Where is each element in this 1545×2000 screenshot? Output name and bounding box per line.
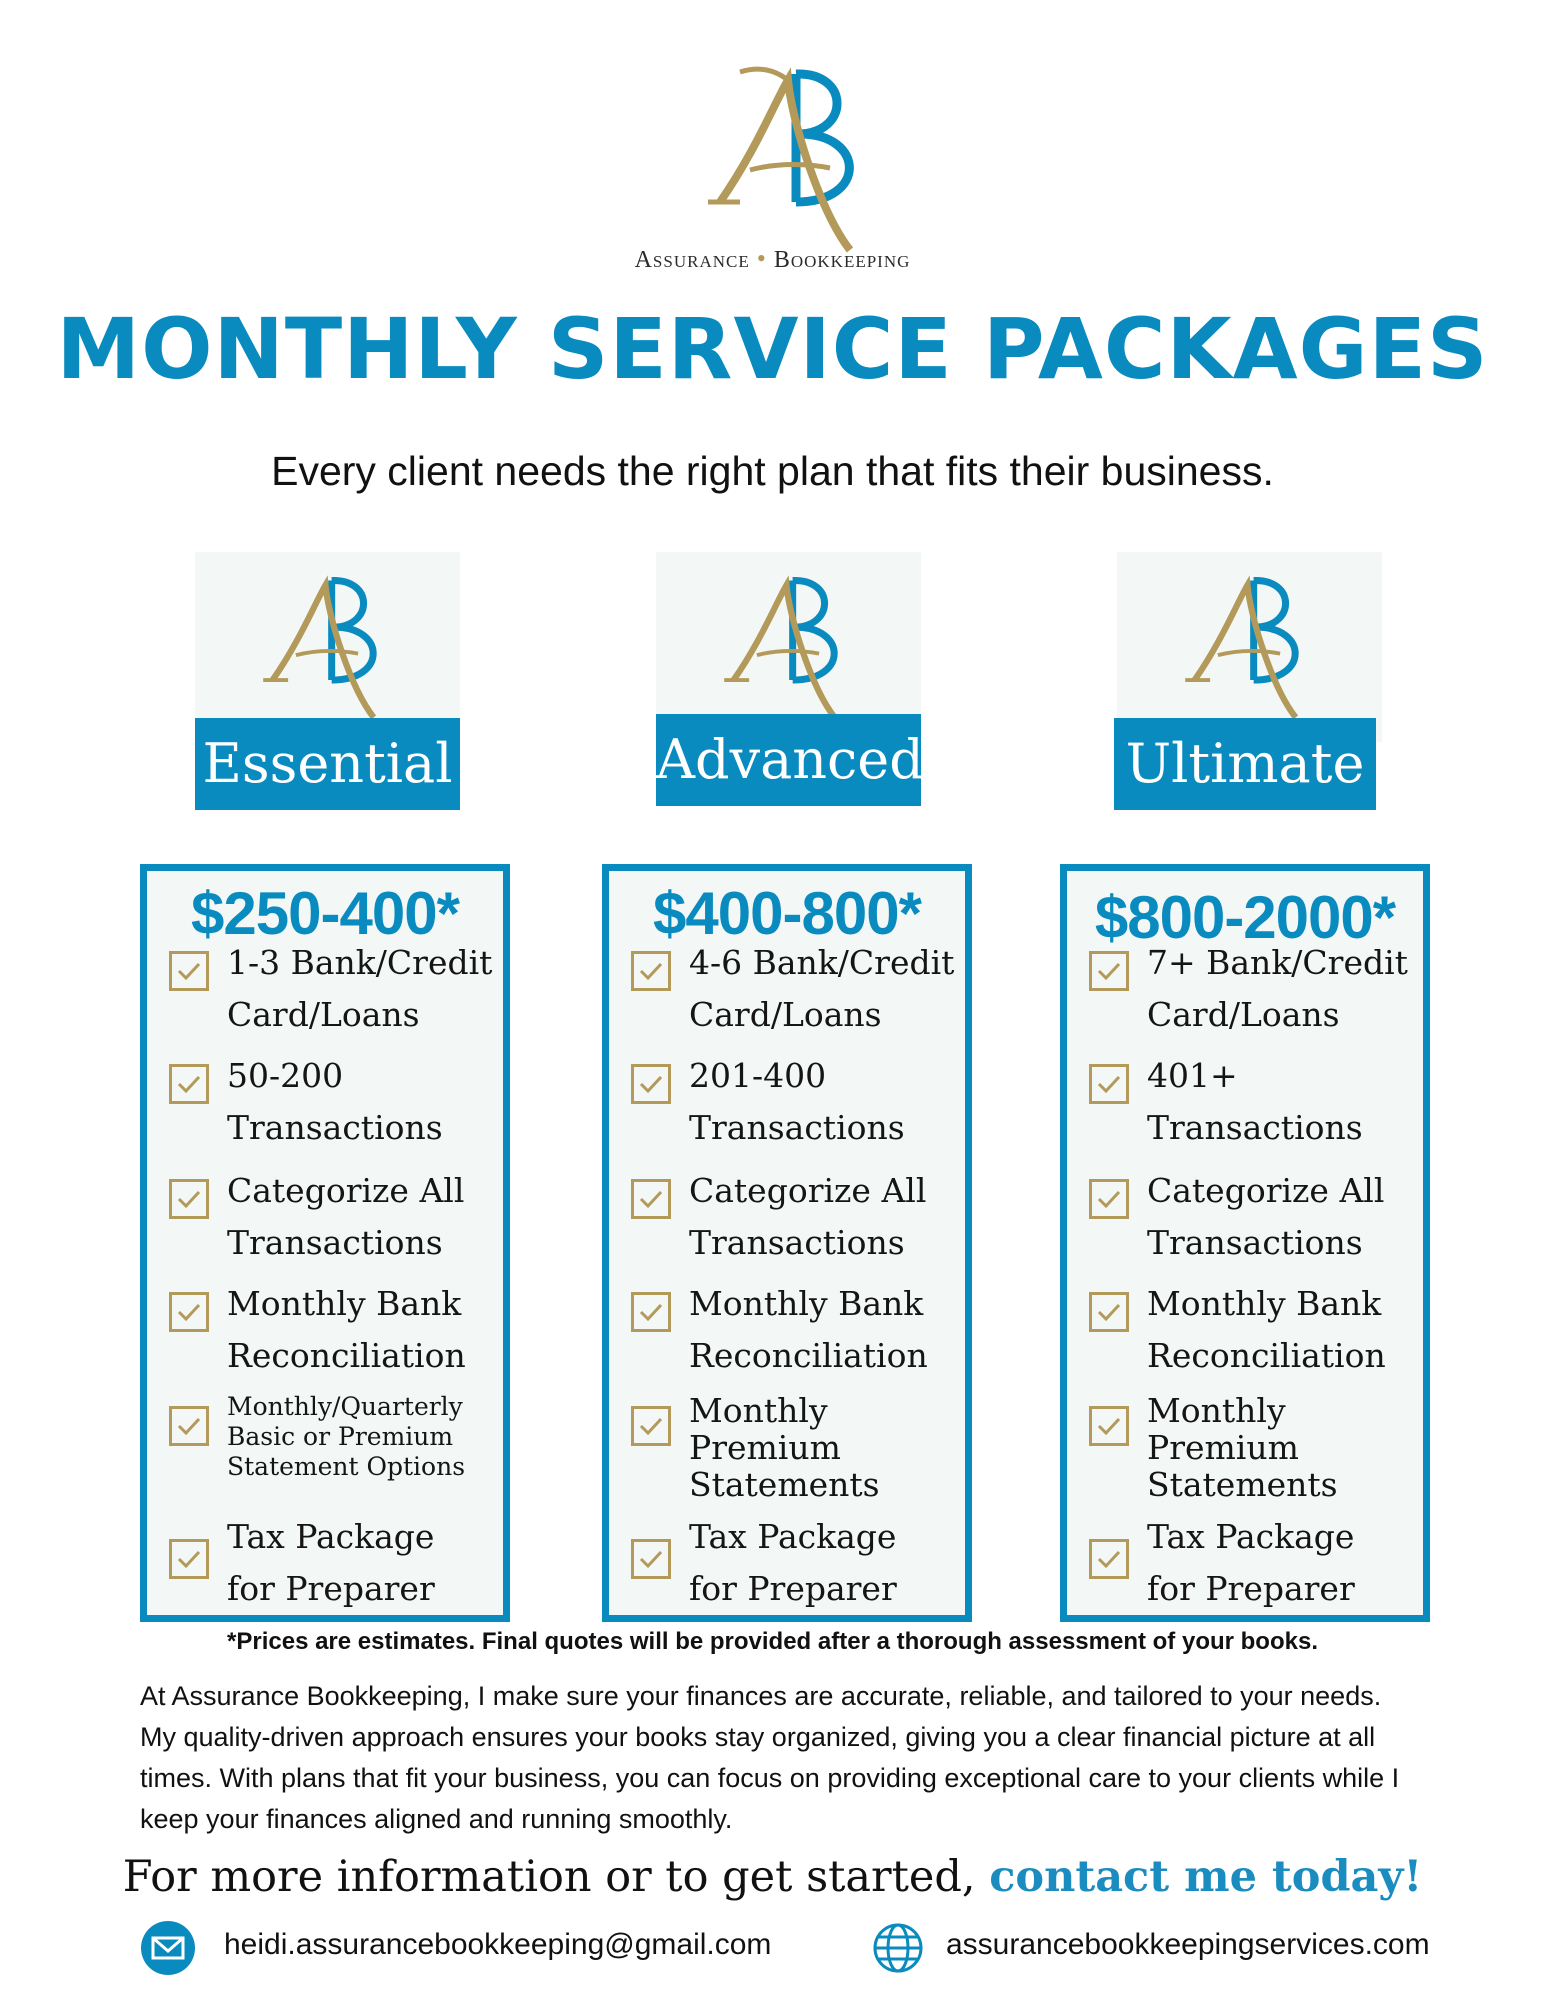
package-card-essential [140, 864, 510, 1622]
checkbox-check-icon [169, 1539, 209, 1579]
feature-line: Transactions [227, 1223, 443, 1262]
cta-highlight[interactable]: contact me today! [989, 1852, 1423, 1902]
feature-line: for Preparer [689, 1569, 897, 1608]
package-price: $250-400* [191, 880, 459, 947]
feature-line: Transactions [689, 1223, 905, 1262]
feature-text [227, 937, 512, 1041]
checkbox-check-icon [631, 1539, 671, 1579]
envelope-icon [140, 1920, 196, 1976]
feature-text [689, 937, 974, 1041]
package-name-essential: Essential [195, 718, 460, 810]
brand-left: Assurance [634, 247, 750, 273]
feature-line: Categorize All [227, 1171, 465, 1210]
feature-line: 50-200 [227, 1056, 344, 1095]
feature-line: Monthly/Quarterly [227, 1392, 463, 1421]
feature-text [1147, 1278, 1432, 1382]
feature-line: for Preparer [227, 1569, 435, 1608]
price-footnote: *Prices are estimates. Final quotes will be provided after a thorough assessment of your books. [227, 1628, 1318, 1655]
checkbox-check-icon [1089, 1064, 1129, 1104]
package-card-ultimate [1060, 864, 1430, 1622]
feature-text [227, 1511, 512, 1615]
checkbox-check-icon [1089, 1292, 1129, 1332]
feature-text [1147, 1165, 1432, 1269]
checkbox-check-icon [169, 1292, 209, 1332]
feature-text [689, 1165, 974, 1269]
feature-line: Statements [1147, 1465, 1338, 1504]
feature-line: Categorize All [689, 1171, 927, 1210]
feature-line: 4-6 Bank/Credit [689, 943, 955, 982]
checkbox-check-icon [1089, 1539, 1129, 1579]
feature-line: 1-3 Bank/Credit [227, 943, 493, 982]
feature-text [1147, 1392, 1432, 1503]
checkbox-check-icon [169, 1064, 209, 1104]
feature-line: Basic or Premium [227, 1422, 454, 1451]
package-name-advanced: Advanced [656, 714, 921, 806]
feature-line: Premium [689, 1428, 841, 1467]
checkbox-check-icon [631, 1292, 671, 1332]
ab-logo-icon [1179, 562, 1319, 732]
feature-text [227, 1050, 512, 1154]
checkbox-check-icon [631, 1179, 671, 1219]
page-title: MONTHLY SERVICE PACKAGES [56, 300, 1489, 398]
feature-line: for Preparer [1147, 1569, 1355, 1608]
feature-line: Tax Package [689, 1517, 897, 1556]
feature-line: Statements [689, 1465, 880, 1504]
feature-line: Transactions [1147, 1108, 1363, 1147]
feature-line: Monthly [689, 1391, 828, 1430]
feature-line: Tax Package [1147, 1517, 1355, 1556]
package-price: $800-2000* [1094, 884, 1396, 951]
checkbox-check-icon [169, 1406, 209, 1446]
feature-line: Reconciliation [689, 1336, 928, 1375]
checkbox-check-icon [631, 1064, 671, 1104]
checkbox-check-icon [631, 951, 671, 991]
feature-text [689, 1392, 974, 1503]
feature-text [689, 1050, 974, 1154]
checkbox-check-icon [1089, 1406, 1129, 1446]
checkbox-check-icon [1089, 951, 1129, 991]
feature-line: Premium [1147, 1428, 1299, 1467]
globe-icon [870, 1920, 926, 1976]
feature-text [1147, 1050, 1432, 1154]
feature-line: Reconciliation [227, 1336, 466, 1375]
ab-logo-icon [257, 562, 397, 732]
feature-line: Monthly Bank [1147, 1284, 1382, 1323]
checkbox-check-icon [1089, 1179, 1129, 1219]
feature-line: Card/Loans [227, 995, 420, 1034]
checkbox-check-icon [169, 1179, 209, 1219]
checkbox-check-icon [169, 951, 209, 991]
feature-line: Transactions [689, 1108, 905, 1147]
package-name-ultimate: Ultimate [1114, 718, 1376, 810]
package-logo-essential [195, 552, 460, 742]
feature-text [1147, 937, 1432, 1041]
feature-text [1147, 1511, 1432, 1615]
package-card-advanced [602, 864, 972, 1622]
feature-text [227, 1278, 512, 1382]
cta-lead: For more information or to get started, [122, 1852, 990, 1902]
feature-line: 201-400 [689, 1056, 827, 1095]
about-paragraph: At Assurance Bookkeeping, I make sure your finances are accurate, reliable, and tailored to your needs. My quality-driven approach ensures your books stay organized, giving you a clear financial picture at all times. With plans that fit your business, you can focus on providing exceptional care to your clients while I keep your finances aligned and running smoothly. [140, 1681, 1400, 1834]
feature-line: Card/Loans [689, 995, 882, 1034]
feature-text [227, 1392, 512, 1482]
brand-separator: • [756, 244, 767, 273]
feature-text [689, 1278, 974, 1382]
email-link[interactable]: heidi.assurancebookkeeping@gmail.com [224, 1928, 772, 1961]
feature-line: Card/Loans [1147, 995, 1340, 1034]
feature-line: Monthly [1147, 1391, 1286, 1430]
ab-logo [700, 62, 880, 257]
feature-line: Statement Options [227, 1452, 466, 1481]
feature-text [689, 1511, 974, 1615]
feature-text [227, 1165, 512, 1269]
feature-line: Transactions [1147, 1223, 1363, 1262]
feature-line: Tax Package [227, 1517, 435, 1556]
feature-line: Categorize All [1147, 1171, 1385, 1210]
feature-line: Monthly Bank [689, 1284, 924, 1323]
feature-line: Reconciliation [1147, 1336, 1386, 1375]
feature-line: Transactions [227, 1108, 443, 1147]
website-link[interactable]: assurancebookkeepingservices.com [946, 1928, 1430, 1961]
brand-name [0, 244, 1545, 274]
feature-line: Monthly Bank [227, 1284, 462, 1323]
ab-logo-icon [718, 562, 858, 732]
checkbox-check-icon [631, 1406, 671, 1446]
call-to-action [0, 1852, 1545, 1902]
feature-line: 401+ [1147, 1056, 1238, 1095]
package-price: $400-800* [653, 880, 921, 947]
page-subtitle: Every client needs the right plan that fits their business. [271, 448, 1274, 494]
brand-right: Bookkeeping [773, 247, 911, 273]
feature-line: 7+ Bank/Credit [1147, 943, 1408, 982]
package-logo-ultimate [1117, 552, 1382, 742]
